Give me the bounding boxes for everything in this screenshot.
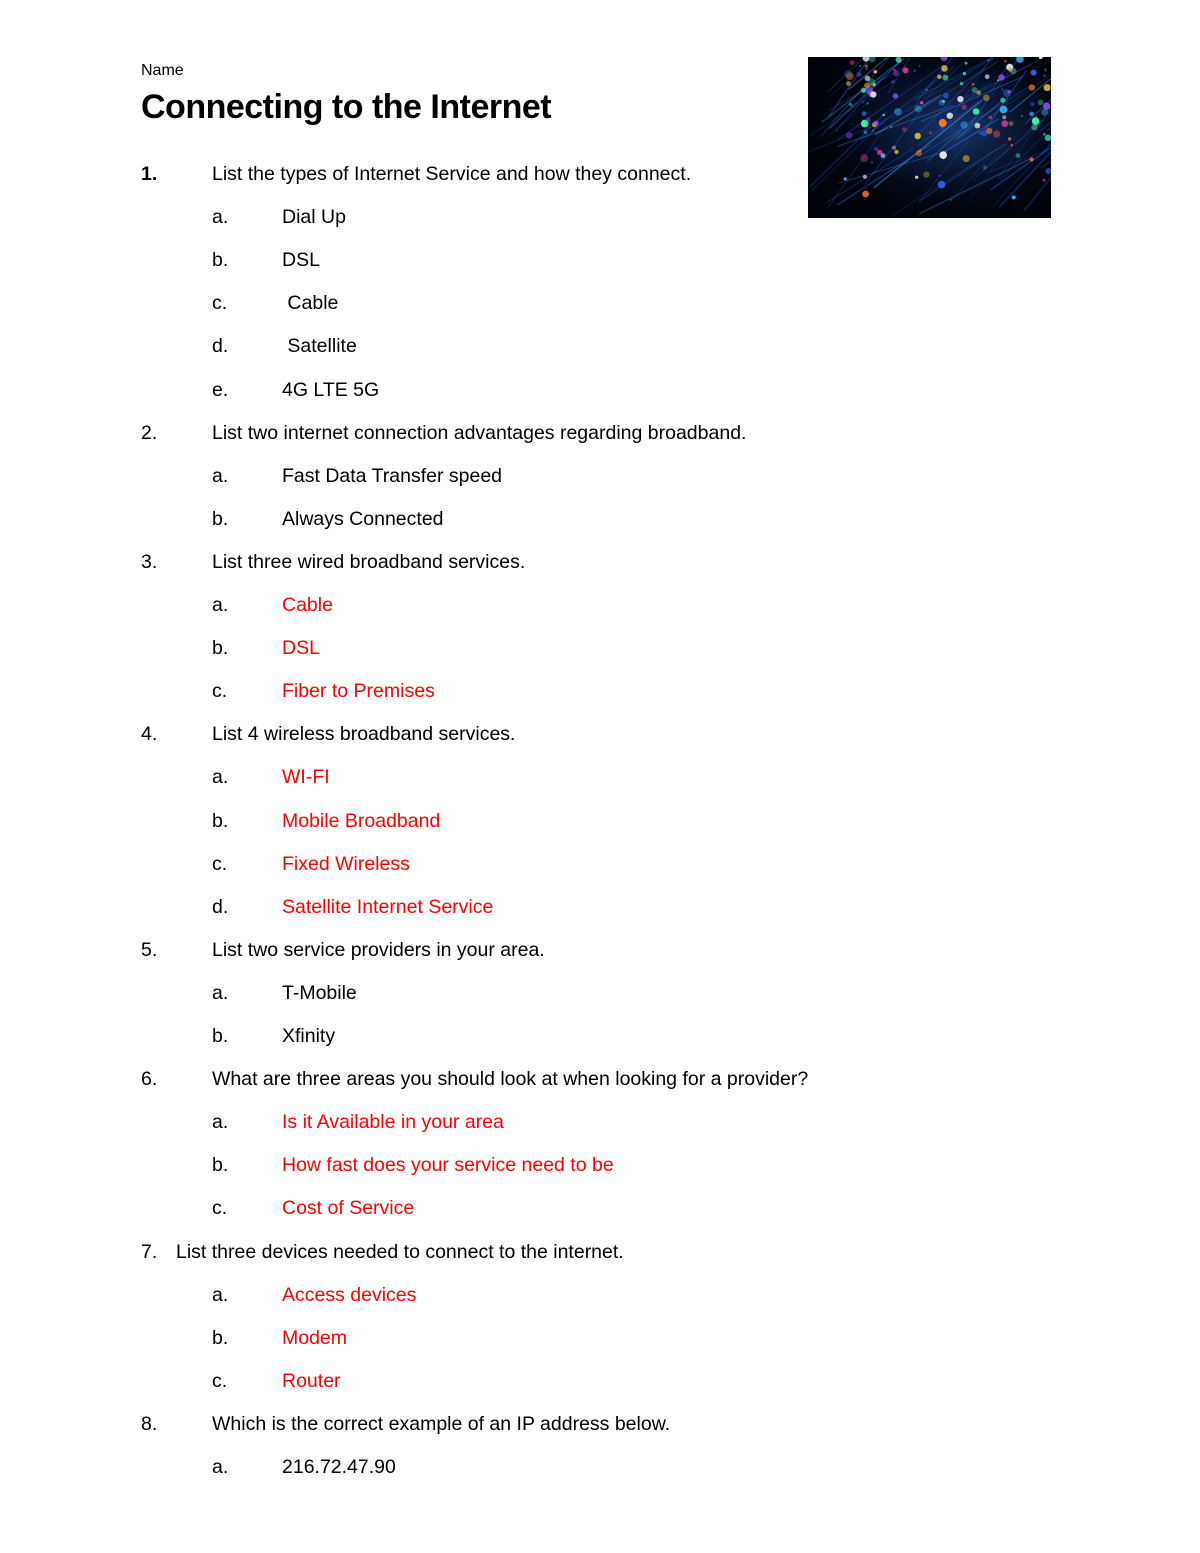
fiber-light-dot xyxy=(923,172,929,178)
answer-text-red: Cable xyxy=(282,594,333,616)
fiber-light-dot xyxy=(846,132,853,139)
fiber-light-dot xyxy=(963,155,970,162)
question-number: 5. xyxy=(141,938,158,961)
fiber-light-dot xyxy=(1001,88,1003,90)
fiber-light-dot xyxy=(1041,109,1048,116)
fiber-light-dot xyxy=(985,74,990,79)
answer-text: DSL xyxy=(282,249,320,272)
answer-text-red: Fixed Wireless xyxy=(282,852,410,875)
fiber-light-dot xyxy=(867,85,869,87)
fiber-light-dot xyxy=(915,105,922,112)
fiber-light-dot xyxy=(1000,98,1005,103)
question-number: 3. xyxy=(141,550,158,573)
fiber-light-dot xyxy=(1001,120,1008,127)
fiber-light-dot xyxy=(998,74,1004,80)
fiber-light-dot xyxy=(983,166,987,170)
fiber-light-dot xyxy=(1038,100,1044,106)
fiber-light-dot xyxy=(862,101,864,103)
answer-text: Fast Data Transfer speed xyxy=(282,464,503,487)
fiber-light-dot xyxy=(939,119,947,127)
fiber-light-dot xyxy=(1029,112,1034,117)
question-text: List three wired broadband services. xyxy=(212,550,526,573)
fiber-light-dot xyxy=(920,101,923,104)
answer-text-red: How fast does your service need to be xyxy=(282,1154,614,1177)
fiber-light-dot xyxy=(902,127,907,132)
fiber-light-dot xyxy=(865,65,868,68)
answer-text-red: Fiber to Premises xyxy=(282,680,435,703)
fiber-light-dot xyxy=(874,121,879,126)
question-text: What are three areas you should look at when looking for a provider? xyxy=(212,1068,809,1091)
answer-letter: b. xyxy=(212,637,229,660)
answer-letter: b. xyxy=(212,507,229,530)
question-number: 7. xyxy=(141,1240,158,1263)
fiber-light-dot xyxy=(871,162,873,164)
fiber-light-dot xyxy=(973,108,980,115)
fiber-light-dot xyxy=(1045,70,1047,72)
fiber-light-dot xyxy=(882,114,884,116)
fiber-light-dot xyxy=(893,71,899,77)
fiber-optic-image xyxy=(808,57,1051,218)
answer-text: 216.72.47.90 xyxy=(282,1456,396,1478)
fiber-light-dot xyxy=(1031,70,1037,76)
answer-text: Always Connected xyxy=(282,507,444,530)
fiber-light-dot xyxy=(1032,117,1040,125)
fiber-light-dot xyxy=(846,81,851,86)
answer-letter: b. xyxy=(212,1025,229,1047)
question-text: List two internet connection advantages regarding broadband. xyxy=(212,421,747,444)
fiber-light-dot xyxy=(844,177,847,180)
question-text: List 4 wireless broadband services. xyxy=(212,723,516,746)
fiber-light-dot xyxy=(1036,116,1038,118)
fiber-light-dot xyxy=(957,96,963,102)
question-text: List the types of Internet Service and how they connect. xyxy=(212,163,692,185)
fiber-light-dot xyxy=(1029,84,1035,90)
fiber-light-dot xyxy=(1030,102,1035,107)
answer-text: Xfinity xyxy=(282,1025,336,1047)
answer-letter: d. xyxy=(212,335,229,358)
fiber-light-dot xyxy=(1003,89,1010,96)
fiber-light-dot xyxy=(864,130,868,134)
fiber-light-dot xyxy=(942,100,945,103)
fiber-light-dot xyxy=(896,57,902,63)
fiber-light-dot xyxy=(972,83,975,86)
fiber-light-dot xyxy=(891,80,894,83)
fiber-light-dot xyxy=(860,154,868,162)
answer-text: Cable xyxy=(282,292,339,315)
fiber-light-dot xyxy=(941,65,948,72)
answer-letter: c. xyxy=(212,292,228,315)
question-number: 8. xyxy=(141,1412,158,1435)
fiber-light-dot xyxy=(894,150,898,154)
fiber-light-dot xyxy=(950,199,952,201)
fiber-light-dot xyxy=(943,75,949,81)
answer-letter: a. xyxy=(212,206,229,229)
question-text: List three devices needed to connect to the internet. xyxy=(176,1240,624,1263)
fiber-light-dot xyxy=(892,146,896,150)
fiber-light-dot xyxy=(862,191,869,198)
fiber-light-dot xyxy=(874,147,878,151)
answer-text: 4G LTE 5G xyxy=(282,378,380,401)
fiber-optic-graphic xyxy=(808,57,1051,218)
fiber-light-dot xyxy=(937,75,941,79)
fiber-light-dot xyxy=(938,175,940,177)
fiber-light-dot xyxy=(862,111,867,116)
answer-letter: b. xyxy=(212,809,229,832)
fiber-light-dot xyxy=(1043,179,1046,182)
fiber-light-dot xyxy=(1000,106,1008,114)
fiber-light-dot xyxy=(857,72,862,77)
answer-text-red: Is it Available in your area xyxy=(282,1111,504,1134)
answer-text: T-Mobile xyxy=(282,981,357,1004)
fiber-light-dot xyxy=(997,79,999,81)
fiber-light-dot xyxy=(850,60,855,65)
answer-text: Dial Up xyxy=(282,206,346,229)
question-number: 6. xyxy=(141,1068,158,1091)
answer-text-red: Modem xyxy=(282,1326,348,1349)
fiber-light-dot xyxy=(1030,157,1034,161)
fiber-light-dot xyxy=(1043,133,1046,136)
fiber-light-dot xyxy=(993,130,1000,137)
fiber-light-dot xyxy=(881,153,886,158)
fiber-light-dot xyxy=(903,67,909,73)
answer-letter: a. xyxy=(212,1111,229,1134)
fiber-light-dot xyxy=(1031,124,1037,130)
fiber-light-dot xyxy=(989,116,993,120)
fiber-light-dot xyxy=(1021,115,1023,117)
answer-text: Satellite xyxy=(282,335,357,358)
fiber-light-dot xyxy=(1045,135,1051,141)
fiber-light-dot xyxy=(976,90,981,95)
fiber-light-dot xyxy=(866,118,871,123)
fiber-light-dot xyxy=(947,113,953,119)
answer-text-red: Access devices xyxy=(282,1283,417,1306)
fiber-light-dot xyxy=(962,105,967,110)
fiber-light-dot xyxy=(919,65,921,67)
fiber-light-dot xyxy=(963,72,966,75)
question-number: 1. xyxy=(141,163,158,185)
answer-letter: a. xyxy=(212,464,229,487)
fiber-light-dot xyxy=(870,91,876,97)
fiber-light-dot xyxy=(913,69,916,72)
fiber-light-dot xyxy=(1004,60,1007,63)
fiber-light-dot xyxy=(865,76,871,82)
fiber-light-dot xyxy=(861,88,866,93)
fiber-light-dot xyxy=(872,130,874,132)
fiber-light-dot xyxy=(1002,115,1006,119)
answer-text-red: Mobile Broadband xyxy=(282,809,441,832)
question-text: Which is the correct example of an IP address below. xyxy=(212,1412,671,1435)
fiber-light-dot xyxy=(943,157,945,159)
fiber-light-dot xyxy=(850,104,853,107)
fiber-light-dot xyxy=(965,62,968,65)
fiber-light-dot xyxy=(1012,195,1016,199)
answer-letter: c. xyxy=(212,1369,228,1392)
answer-text-red: Router xyxy=(282,1369,341,1392)
fiber-light-dot xyxy=(960,82,963,85)
fiber-light-dot xyxy=(890,126,892,128)
fiber-light-dot xyxy=(894,108,901,115)
page-title: Connecting to the Internet xyxy=(141,88,552,126)
fiber-light-dot xyxy=(960,121,967,128)
fiber-light-dot xyxy=(865,68,868,71)
answer-letter: e. xyxy=(212,378,229,401)
fiber-light-dot xyxy=(926,89,928,91)
answer-letter: d. xyxy=(212,895,229,918)
fiber-light-dot xyxy=(915,133,921,139)
question-number: 2. xyxy=(141,421,158,444)
fiber-light-dot xyxy=(1043,74,1046,77)
fiber-light-dot xyxy=(987,59,989,61)
fiber-light-dot xyxy=(1011,144,1013,146)
answer-letter: c. xyxy=(212,1197,228,1220)
fiber-light-dot xyxy=(915,176,918,179)
fiber-light-dot xyxy=(1044,84,1051,91)
answer-letter: c. xyxy=(212,852,228,875)
fiber-light-dot xyxy=(893,93,899,99)
answer-letter: a. xyxy=(212,1283,229,1306)
fiber-light-dot xyxy=(983,95,990,102)
fiber-light-dot xyxy=(978,131,982,135)
answer-letter: a. xyxy=(212,1456,229,1478)
answer-text-red: Satellite Internet Service xyxy=(282,895,494,918)
fiber-light-dot xyxy=(859,65,861,67)
answer-letter: b. xyxy=(212,1154,229,1177)
fiber-light-dot xyxy=(1044,68,1046,70)
fiber-light-dot xyxy=(1009,68,1013,72)
fiber-light-dot xyxy=(938,181,946,189)
fiber-light-dot xyxy=(863,175,867,179)
answer-text-red: Cost of Service xyxy=(282,1197,415,1220)
answer-letter: c. xyxy=(212,680,228,703)
question-number: 4. xyxy=(141,723,158,746)
answer-letter: b. xyxy=(212,249,229,272)
answer-letter: a. xyxy=(212,766,229,789)
answer-text-red: DSL xyxy=(282,637,320,660)
fiber-light-dot xyxy=(846,72,854,80)
answer-letter: a. xyxy=(212,594,229,616)
fiber-light-dot xyxy=(986,128,992,134)
answer-text-red: WI-FI xyxy=(282,766,330,789)
fiber-light-dot xyxy=(916,150,922,156)
fiber-light-dot xyxy=(1016,153,1021,158)
question-text: List two service providers in your area. xyxy=(212,938,545,961)
fiber-light-dot xyxy=(867,102,869,104)
answer-letter: b. xyxy=(212,1326,229,1349)
answer-letter: a. xyxy=(212,981,229,1004)
fiber-light-dot xyxy=(943,93,949,99)
name-label: Name xyxy=(141,62,184,79)
fiber-light-dot xyxy=(1009,121,1014,126)
fiber-light-dot xyxy=(874,70,877,73)
fiber-light-dot xyxy=(929,131,932,134)
fiber-light-dot xyxy=(1008,137,1011,140)
fiber-light-dot xyxy=(975,123,981,129)
